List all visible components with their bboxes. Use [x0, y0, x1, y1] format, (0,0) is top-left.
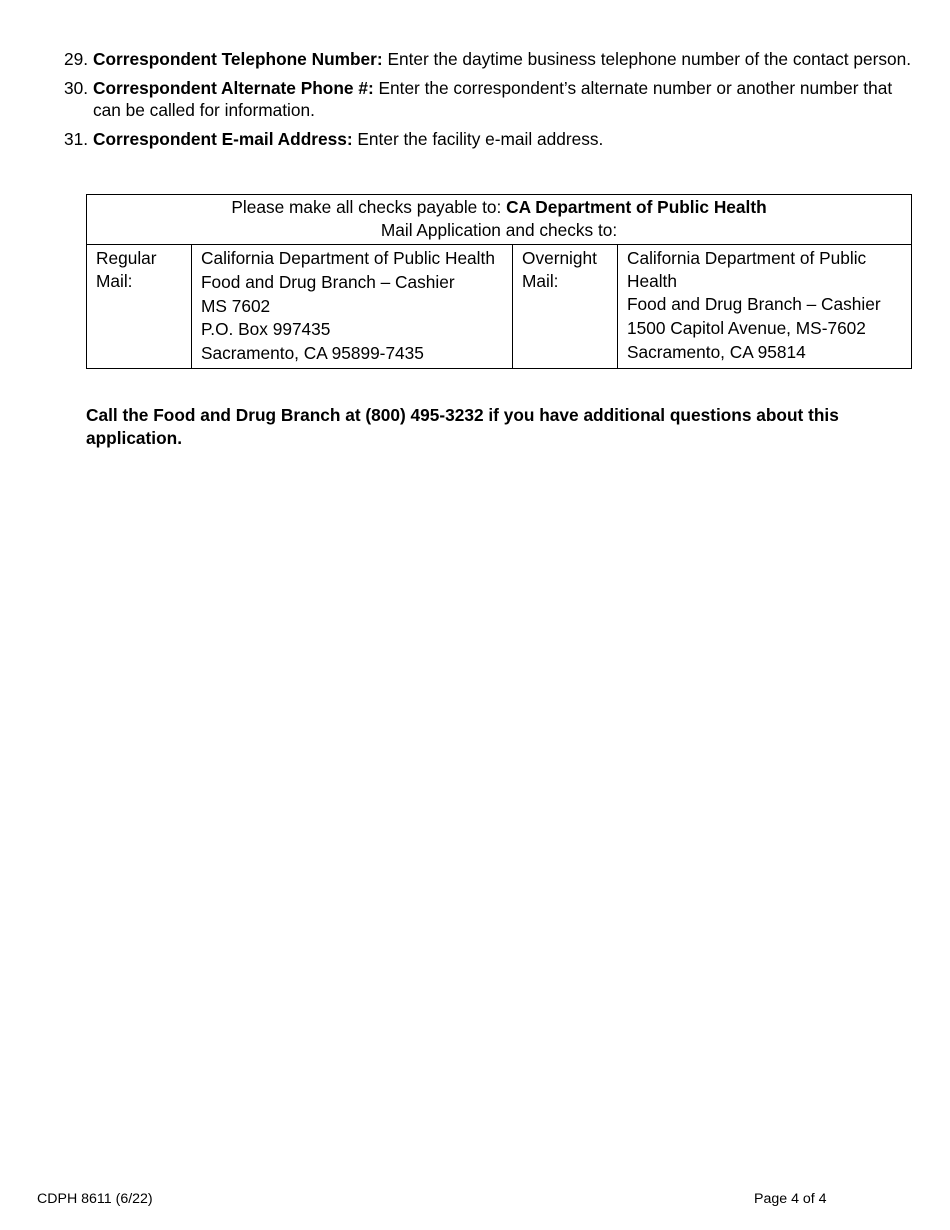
instruction-number: 30.: [64, 78, 89, 98]
address-line: Food and Drug Branch – Cashier: [201, 271, 455, 292]
contact-note: Call the Food and Drug Branch at (800) 495-3232 if you have additional questions about this application.: [86, 405, 839, 448]
address-line: California Department of Public Health: [627, 248, 867, 291]
address-line: P.O. Box 997435: [201, 319, 331, 340]
address-line: 1500 Capitol Avenue, MS-7602: [627, 318, 866, 339]
instruction-label: Correspondent E-mail Address:: [93, 129, 353, 149]
instruction-number: 31.: [64, 129, 89, 149]
address-line: California Department of Public Health: [201, 248, 495, 268]
overnight-mail-address: [618, 245, 912, 369]
instruction-item: [64, 128, 914, 150]
address-line: Sacramento, CA 95899-7435: [201, 343, 424, 364]
instruction-text: Enter the correspondent’s alternate number or another number that can be called for information.: [93, 78, 893, 120]
address-line: Food and Drug Branch – Cashier: [627, 294, 881, 315]
instruction-item: [64, 77, 914, 121]
instruction-text: Enter the facility e-mail address.: [352, 129, 604, 149]
instruction-item: [64, 48, 914, 70]
mailing-address-table: [86, 194, 912, 369]
page-number: Page 4 of 4: [754, 1191, 827, 1207]
instruction-label: Correspondent Telephone Number:: [93, 49, 383, 69]
instruction-text: Enter the daytime business telephone number of the contact person.: [382, 49, 912, 69]
instruction-label: Correspondent Alternate Phone #:: [93, 78, 374, 98]
overnight-mail-label: Overnight Mail:: [513, 245, 618, 369]
regular-mail-label: Regular Mail:: [87, 245, 192, 369]
instruction-number: 29.: [64, 49, 89, 69]
address-line: Sacramento, CA 95814: [627, 341, 806, 362]
payee-name: CA Department of Public Health: [506, 197, 767, 217]
instructions-list: [64, 48, 914, 157]
mail-to-label: Mail Application and checks to:: [380, 220, 618, 240]
regular-mail-address: [192, 245, 513, 369]
form-id: CDPH 8611 (6/22): [37, 1191, 153, 1207]
payable-prefix: Please make all checks payable to:: [231, 197, 507, 217]
payment-instructions-header: [87, 195, 912, 245]
address-line: MS 7602: [201, 295, 271, 316]
